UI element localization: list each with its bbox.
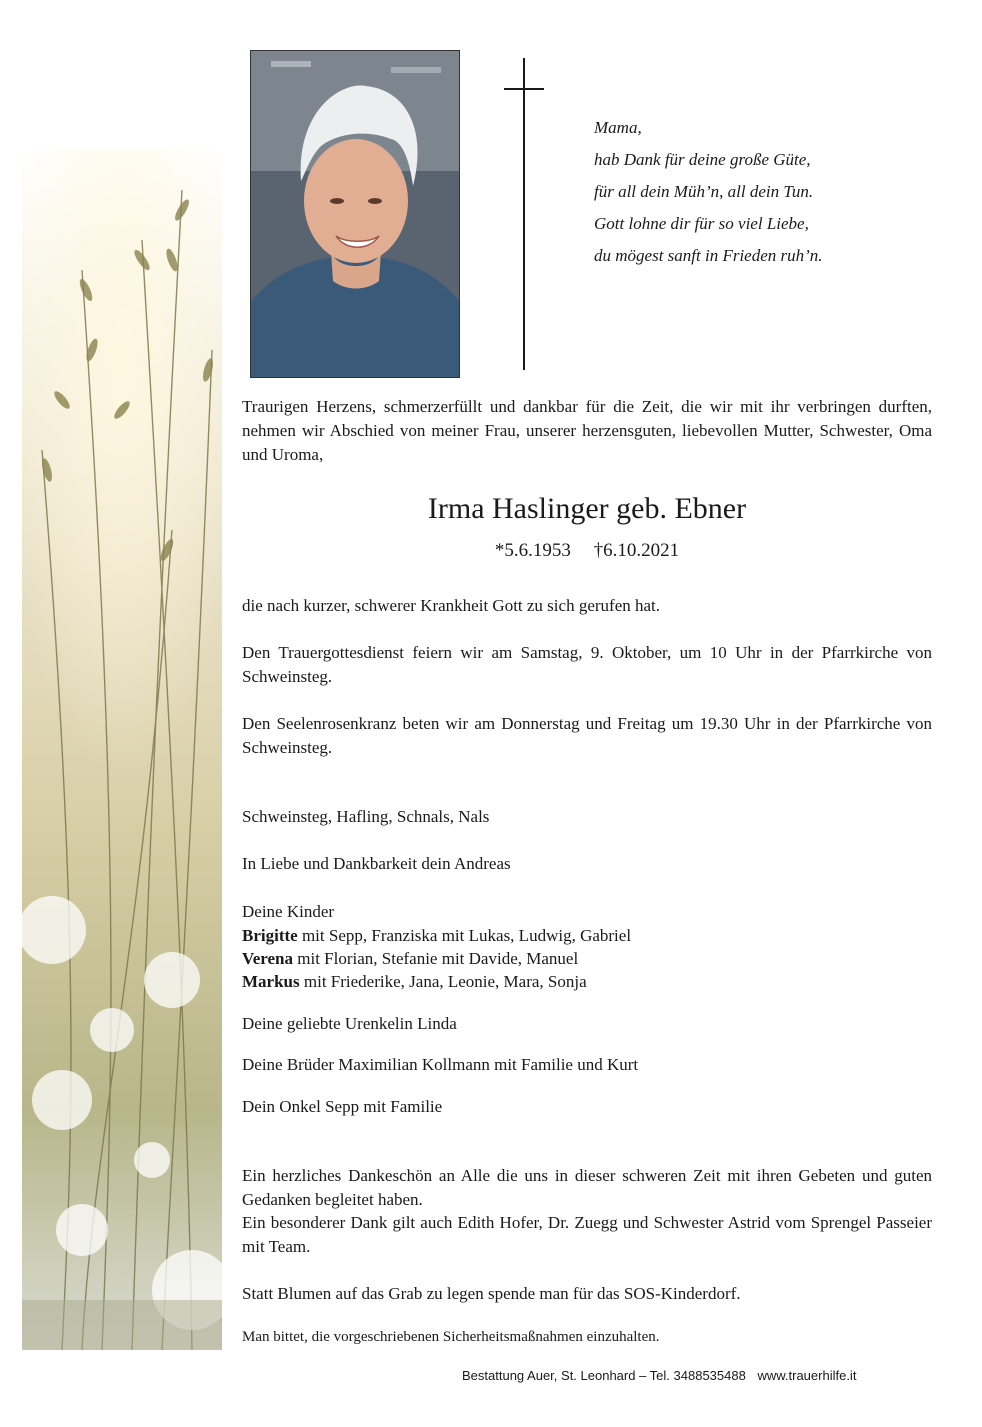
birth-date: *5.6.1953 xyxy=(494,540,571,561)
great-grandchild-text: Deine geliebte Urenkelin Linda xyxy=(242,1014,457,1033)
poem-line: Mama, xyxy=(594,118,642,137)
life-dates xyxy=(242,540,932,562)
children-row xyxy=(242,970,587,994)
footer xyxy=(462,1368,942,1383)
poem-line: für all dein Müh’n, all dein Tun. xyxy=(594,182,814,201)
safety-notice: Man bittet, die vorgeschriebenen Sicherheitsmaßnahmen einzuhalten. xyxy=(242,1329,660,1345)
death-date: †6.10.2021 xyxy=(593,540,680,561)
poem-line: hab Dank für deine große Güte, xyxy=(594,150,811,169)
deceased-name: Irma Haslinger geb. Ebner xyxy=(427,492,747,525)
child-name: Verena xyxy=(242,949,293,968)
husband-text: In Liebe und Dankbarkeit dein Andreas xyxy=(242,854,511,873)
child-name: Brigitte xyxy=(242,926,298,945)
child-family: mit Florian, Stefanie mit Davide, Manuel xyxy=(293,949,579,968)
meadow-icon xyxy=(22,150,222,1350)
rosary-paragraph: Den Seelenrosenkranz beten wir am Donnerstag und Freitag um 19.30 Uhr in der Pfarrkirche von Schweinsteg. xyxy=(242,714,932,757)
intro-paragraph: Traurigen Herzens, schmerzerfüllt und dankbar für die Zeit, die wir mit ihr verbringen durften, nehmen wir Abschied von meiner Frau, unserer herzensguten, liebevollen Mutter, Schwester, Oma und Uroma, xyxy=(242,397,932,464)
children-row xyxy=(242,947,578,971)
child-family: mit Sepp, Franziska mit Lukas, Ludwig, Gabriel xyxy=(297,926,632,945)
children-row xyxy=(242,924,631,948)
brothers-text: Deine Brüder Maximilian Kollmann mit Familie und Kurt xyxy=(242,1055,639,1074)
portrait-photo xyxy=(250,50,460,378)
cross-icon xyxy=(499,58,549,370)
meadow-decoration-image xyxy=(22,150,222,1350)
poem-line: du mögest sanft in Frieden ruh’n. xyxy=(594,246,823,265)
called-home-text: die nach kurzer, schwerer Krankheit Gott zu sich gerufen hat. xyxy=(242,596,661,615)
uncle-text: Dein Onkel Sepp mit Familie xyxy=(242,1097,443,1116)
child-family: mit Friederike, Jana, Leonie, Mara, Sonja xyxy=(299,972,587,991)
special-thanks-paragraph: Ein besonderer Dank gilt auch Edith Hofer, Dr. Zuegg und Schwester Astrid vom Sprengel Passeier mit Team. xyxy=(242,1213,932,1256)
memorial-poem xyxy=(594,112,964,272)
child-name: Markus xyxy=(242,972,300,991)
poem-line: Gott lohne dir für so viel Liebe, xyxy=(594,214,809,233)
thanks-paragraph: Ein herzliches Dankeschön an Alle die uns in dieser schweren Zeit mit ihren Gebeten und guten Gedanken begleitet haben. xyxy=(242,1166,932,1209)
donation-text: Statt Blumen auf das Grab zu legen spende man für das SOS-Kinderdorf. xyxy=(242,1284,741,1303)
service-paragraph: Den Trauergottesdienst feiern wir am Samstag, 9. Oktober, um 10 Uhr in der Pfarrkirche von Schweinsteg. xyxy=(242,643,932,686)
funeral-home-contact: Bestattung Auer, St. Leonhard – Tel. 3488535488 xyxy=(462,1368,746,1383)
website-link[interactable]: www.trauerhilfe.it xyxy=(757,1368,857,1383)
places-text: Schweinsteg, Hafling, Schnals, Nals xyxy=(242,807,490,826)
children-heading: Deine Kinder xyxy=(242,902,335,921)
portrait-icon xyxy=(251,51,459,377)
